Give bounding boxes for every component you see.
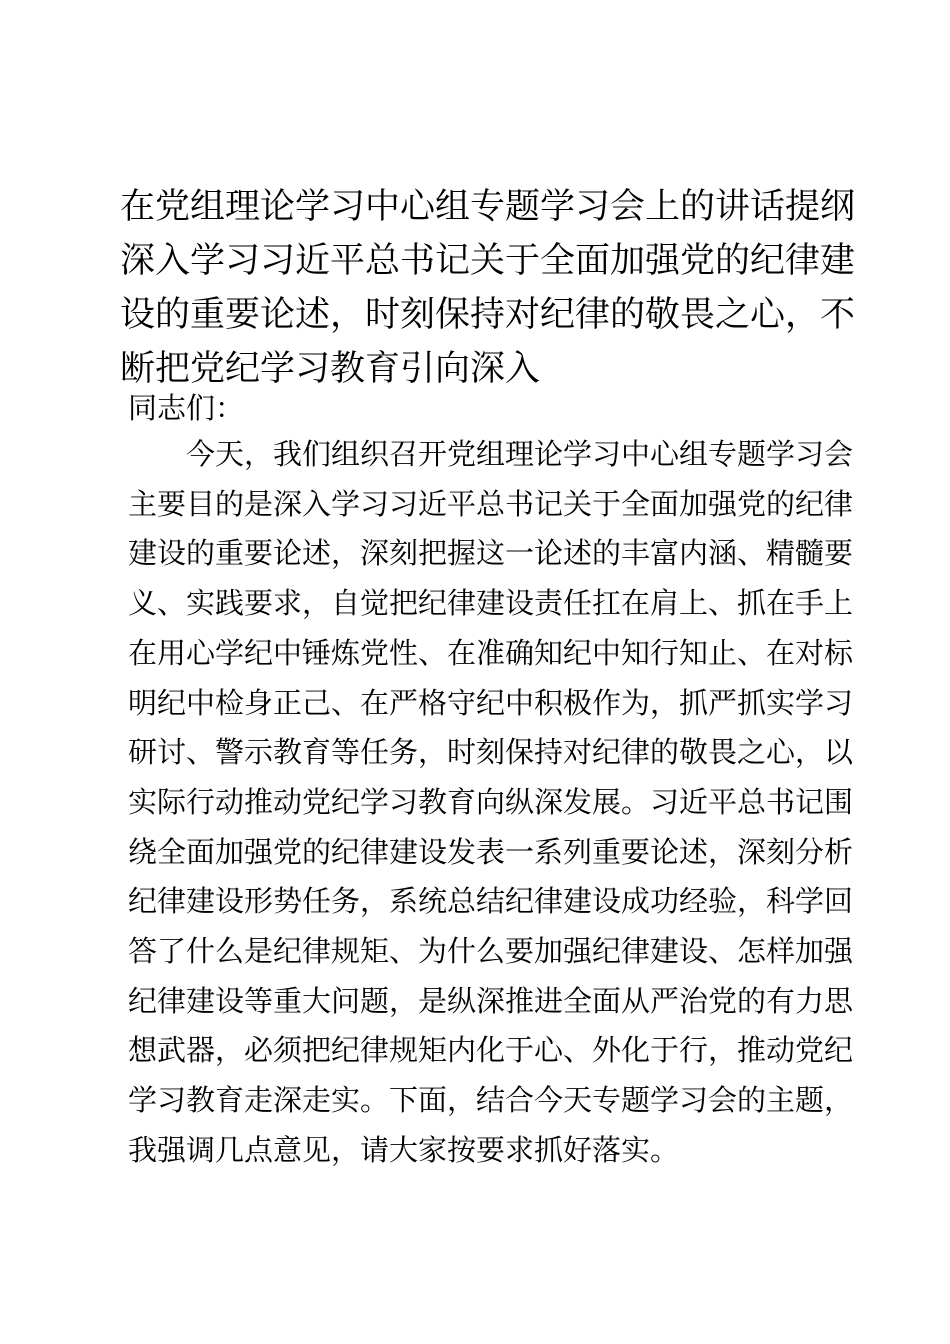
body-line: 建设的重要论述，深刻把握这一论述的丰富内涵、精髓要 <box>128 536 854 571</box>
body-line: 答了什么是纪律规矩、为什么要加强纪律建设、怎样加强 <box>128 934 854 969</box>
body-line: 今天，我们组织召开党组理论学习中心组专题学习会 <box>186 437 854 471</box>
salutation: 同志们： <box>128 391 245 425</box>
body-line: 纪律建设形势任务，系统总结纪律建设成功经验，科学回 <box>128 884 854 919</box>
title-line-2: 深入学习习近平总书记关于全面加强党的纪律建 <box>120 241 856 281</box>
body-line: 想武器，必须把纪律规矩内化于心、外化于行，推动党纪 <box>128 1033 854 1068</box>
title-line-1: 在党组理论学习中心组专题学习会上的讲话提纲 <box>120 187 856 227</box>
body-line: 明纪中检身正己、在严格守纪中积极作为，抓严抓实学习 <box>128 685 854 720</box>
body-line: 研讨、警示教育等任务，时刻保持对纪律的敬畏之心，以 <box>128 735 854 770</box>
document-title <box>120 180 872 396</box>
body-paragraph <box>128 430 854 1176</box>
title-line-4: 断把党纪学习教育引向深入 <box>120 349 541 389</box>
body-line: 我强调几点意见，请大家按要求抓好落实。 <box>128 1132 680 1167</box>
body-line: 主要目的是深入学习习近平总书记关于全面加强党的纪律 <box>128 486 854 521</box>
body-line: 纪律建设等重大问题，是纵深推进全面从严治党的有力思 <box>128 983 854 1018</box>
body-line: 绕全面加强党的纪律建设发表一系列重要论述，深刻分析 <box>128 834 854 869</box>
body-line: 在用心学纪中锤炼党性、在准确知纪中知行知止、在对标 <box>128 635 854 670</box>
title-line-3: 设的重要论述，时刻保持对纪律的敬畏之心，不 <box>120 295 856 335</box>
body-line: 学习教育走深走实。下面，结合今天专题学习会的主题， <box>128 1083 854 1118</box>
body-line: 义、实践要求，自觉把纪律建设责任扛在肩上、抓在手上 <box>128 586 854 621</box>
body-line: 实际行动推动党纪学习教育向纵深发展。习近平总书记围 <box>128 784 854 819</box>
